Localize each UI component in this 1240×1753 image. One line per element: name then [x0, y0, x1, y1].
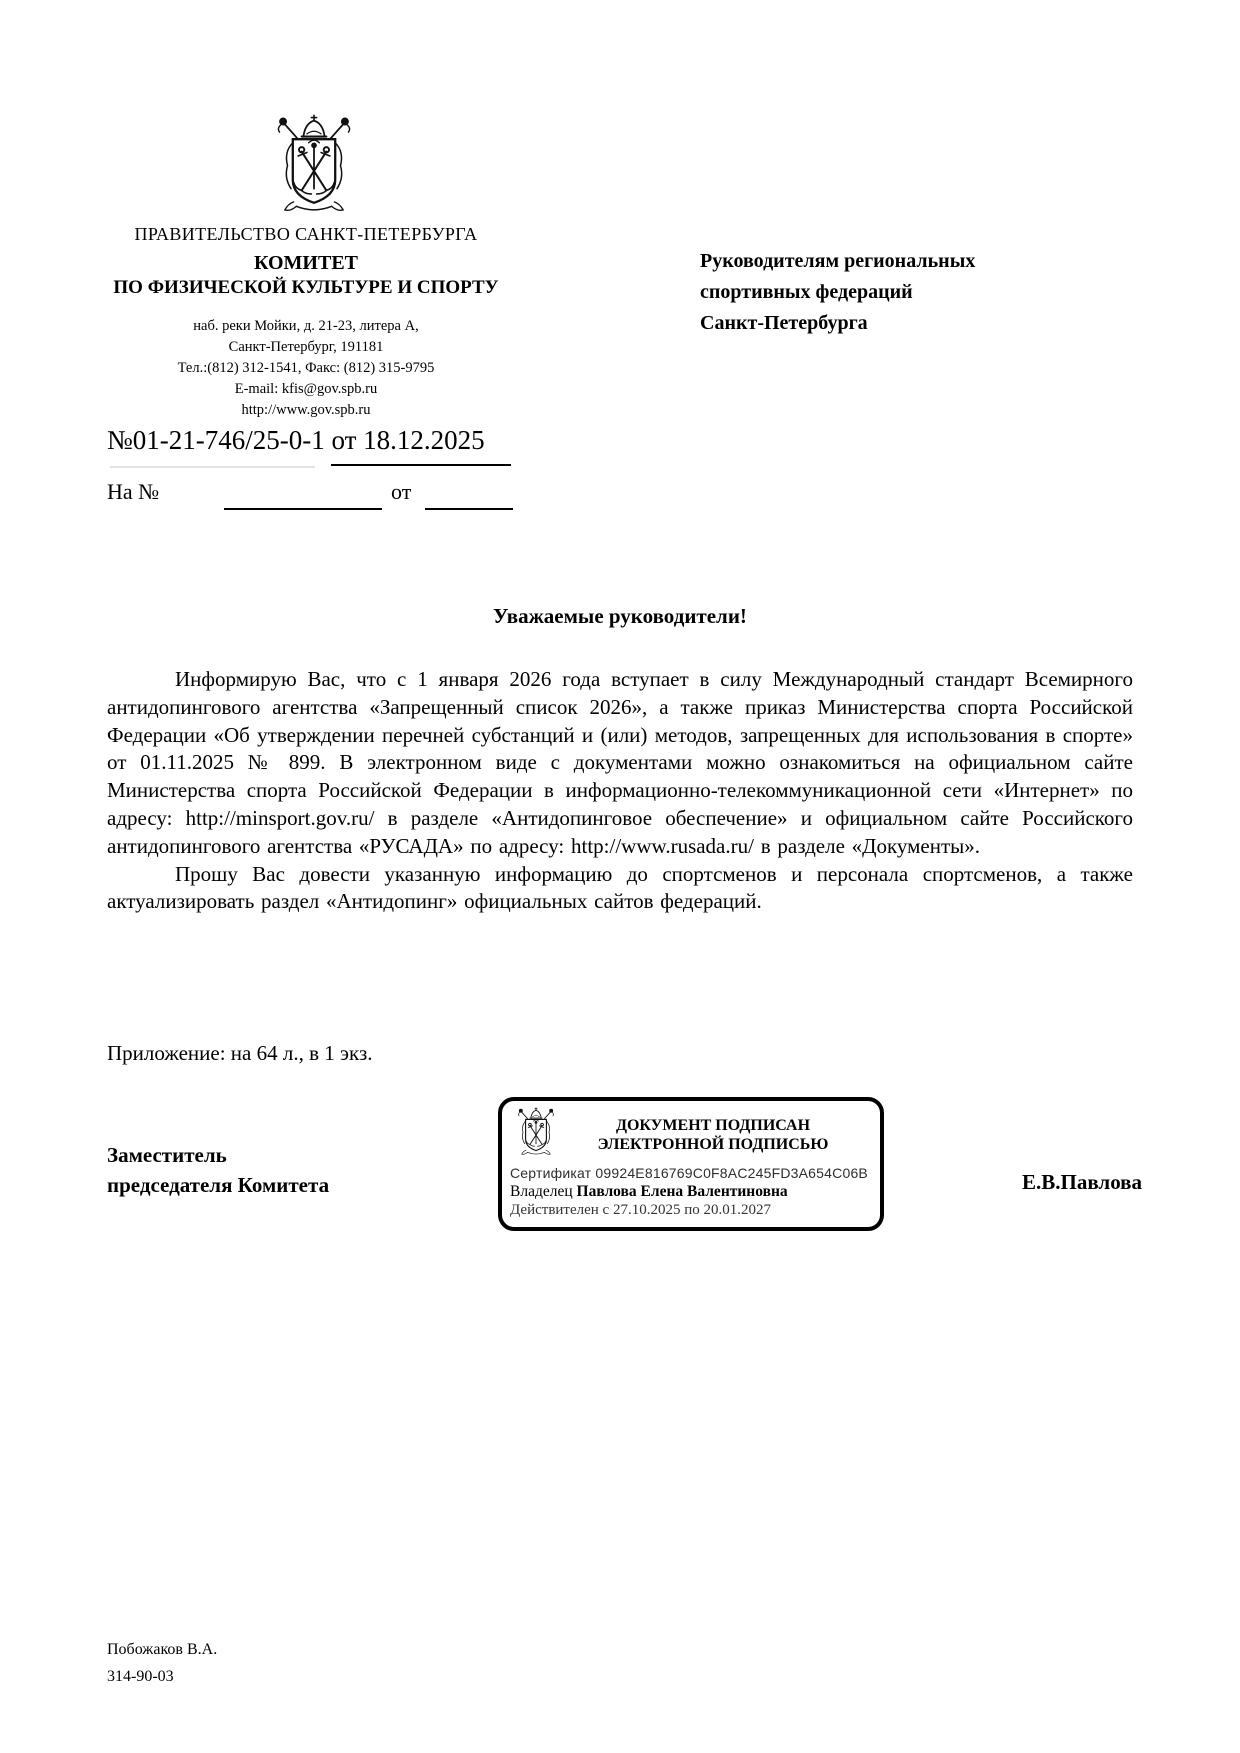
letter-body	[107, 666, 1133, 916]
reply-number-blank	[224, 508, 382, 510]
attachment-note: Приложение: на 64 л., в 1 экз.	[107, 1041, 373, 1065]
signer-position-line1: Заместитель	[107, 1143, 227, 1167]
spb-coat-of-arms-icon	[261, 112, 367, 230]
signer-position-line2: председателя Комитета	[107, 1173, 330, 1197]
government-title: ПРАВИТЕЛЬСТВО САНКТ-ПЕТЕРБУРГА	[134, 224, 478, 244]
salutation: Уважаемые руководители!	[493, 604, 747, 628]
executor-block	[107, 1636, 217, 1690]
validity-line: Действителен с 27.10.2025 по 20.01.2027	[510, 1202, 771, 1218]
signer-name: Е.В.Павлова	[1022, 1170, 1143, 1194]
addressee-line: спортивных федераций	[700, 281, 913, 303]
stamp-title-line2: ЭЛЕКТРОННОЙ ПОДПИСЬЮ	[597, 1136, 829, 1153]
executor-phone: 314-90-03	[107, 1668, 174, 1685]
reply-date-blank	[425, 508, 513, 510]
addressee-block	[700, 246, 975, 339]
signer-position	[107, 1140, 329, 1200]
body-paragraph-1: Информирую Вас, что с 1 января 2026 года вступает в силу Международный стандарт Всемирного антидопингового агентства «Запрещенный список 2026», а также приказ Министерства спорта Российской Федерации «Об утверждении перечней субстанций и (или) методов, запрещенных для использования в спорте» от 01.11.2025 № 899. В электронном виде с документами можно ознакомиться на официальном сайте Министерства спорта Российской Федерации в информационно-телекоммуникационной сети «Интернет» по адресу: http://minsport.gov.ru/ в разделе «Антидопинговое обеспечение» и официальном сайте Российского антидопингового агентства «РУСАДА» по адресу: http://www.rusada.ru/ в разделе «Документы».	[107, 667, 1133, 858]
digital-signature-stamp	[498, 1097, 884, 1231]
outgoing-number: №01-21-746/25-0-1 от 18.12.2025	[107, 425, 485, 455]
certificate-value: 09924E816769C0F8AC245FD3A654C06B	[595, 1165, 868, 1181]
executor-name: Побожаков В.А.	[107, 1641, 218, 1658]
email: E-mail: kfis@gov.spb.ru	[234, 381, 378, 397]
address-city: Санкт-Петербург, 191181	[228, 339, 384, 355]
letterhead-contacts	[0, 316, 612, 421]
addressee-line: Руководителям региональных	[700, 250, 976, 272]
spb-coat-of-arms-icon	[510, 1106, 562, 1164]
owner-line	[510, 1183, 870, 1201]
certificate-label: Сертификат	[510, 1165, 592, 1181]
certificate-line	[510, 1165, 870, 1181]
stamp-header	[510, 1106, 870, 1164]
stamp-title	[562, 1116, 870, 1154]
reply-date-label: от	[391, 479, 412, 504]
committee-title-line2: ПО ФИЗИЧЕСКОЙ КУЛЬТУРЕ И СПОРТУ	[113, 277, 499, 298]
body-paragraph-2: Прошу Вас довести указанную информацию до спортсменов и персонала спортсменов, а также актуализировать раздел «Антидопинг» официальных сайтов федераций.	[107, 861, 1133, 914]
refnum-underline	[331, 464, 511, 466]
phone-fax: Тел.:(812) 312-1541, Факс: (812) 315-9795	[177, 360, 435, 376]
committee-title-line1: КОМИТЕТ	[253, 252, 358, 274]
address-street: наб. реки Мойки, д. 21-23, литера А,	[193, 318, 419, 334]
owner-name: Павлова Елена Валентиновна	[576, 1183, 788, 1200]
reply-number-label: На №	[107, 479, 160, 504]
website: http://www.gov.spb.ru	[241, 402, 371, 418]
addressee-line: Санкт-Петербурга	[700, 312, 868, 334]
refnum-ghost-underline	[110, 466, 315, 468]
stamp-title-line1: ДОКУМЕНТ ПОДПИСАН	[615, 1117, 811, 1134]
owner-label: Владелец	[510, 1183, 573, 1200]
